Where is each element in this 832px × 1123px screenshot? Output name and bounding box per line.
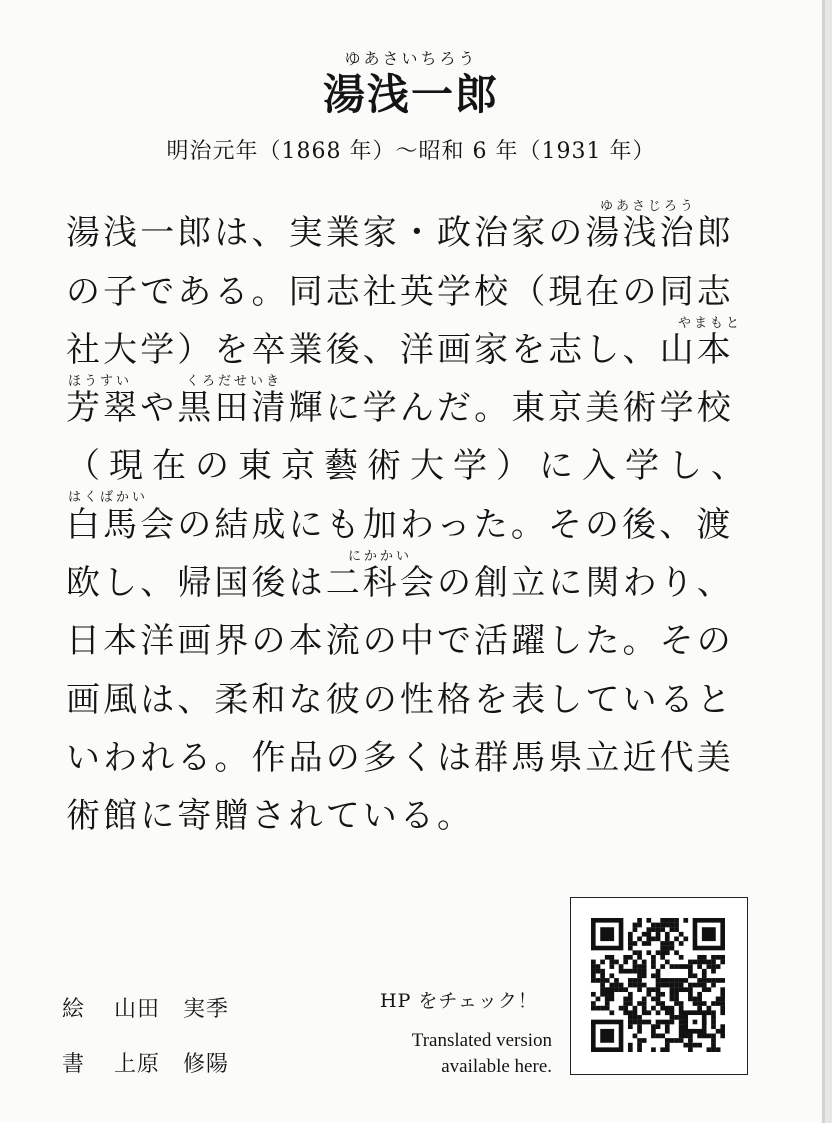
qr-code-icon <box>591 918 725 1052</box>
text-line: 画風は、柔和な彼の性格を表していると <box>66 679 734 720</box>
calligraphy-label: 書 <box>62 1052 86 1077</box>
life-dates: 明治元年（1868 年）〜昭和 6 年（1931 年） <box>166 139 656 164</box>
text-line: 日本洋画界の本流の中で活躍した。その <box>66 621 734 662</box>
text-line: の子である。同志社英学校（現在の同志 <box>66 271 734 312</box>
furigana-hakubakai: はくばかい <box>68 490 149 506</box>
illustration-label: 絵 <box>62 997 86 1022</box>
text-line: いわれる。作品の多くは群馬県立近代美 <box>66 737 734 778</box>
furigana-yuasajirou: ゆあさじろう <box>600 199 697 214</box>
text-line: はくばかい 白馬会の結成にも加わった。その後、渡 <box>66 490 734 545</box>
text-line: ほうすい くろだせいき 芳翠や黒田清輝に学んだ。東京美術学校 <box>66 373 734 429</box>
furigana-nikakai: にかかい <box>348 548 413 564</box>
furigana-yamamoto: やまもと <box>678 315 743 331</box>
text-line: やまもと 社大学）を卒業後、洋画家を志し、山本 <box>66 315 743 370</box>
title-furigana: ゆあさいちろう <box>344 49 478 68</box>
text-line: （現在の東京藝術大学）に入学し、 <box>66 446 754 487</box>
calligraphy-credit <box>62 1047 229 1078</box>
page-title: 湯浅一郎 <box>322 70 499 119</box>
text-line: にかかい 欧し、帰国後は二科会の創立に関わり、 <box>66 548 734 604</box>
translated-note: Translated version available here. <box>411 1030 552 1077</box>
biography-text <box>66 199 766 845</box>
qr-code[interactable] <box>570 897 748 1075</box>
furigana-kurodaseiki: くろだせいき <box>186 373 283 389</box>
calligrapher-name: 上原 修陽 <box>114 1052 230 1077</box>
furigana-housui: ほうすい <box>68 373 133 389</box>
text-line: ゆあさじろう 湯浅一郎は、実業家・政治家の湯浅治郎 <box>66 199 734 254</box>
qr-caption: HP をチェック！ <box>380 990 538 1012</box>
illustrator-name: 山田 実季 <box>114 997 230 1022</box>
illustration-credit <box>62 992 229 1023</box>
text-line: 術館に寄贈されている。 <box>66 796 475 837</box>
